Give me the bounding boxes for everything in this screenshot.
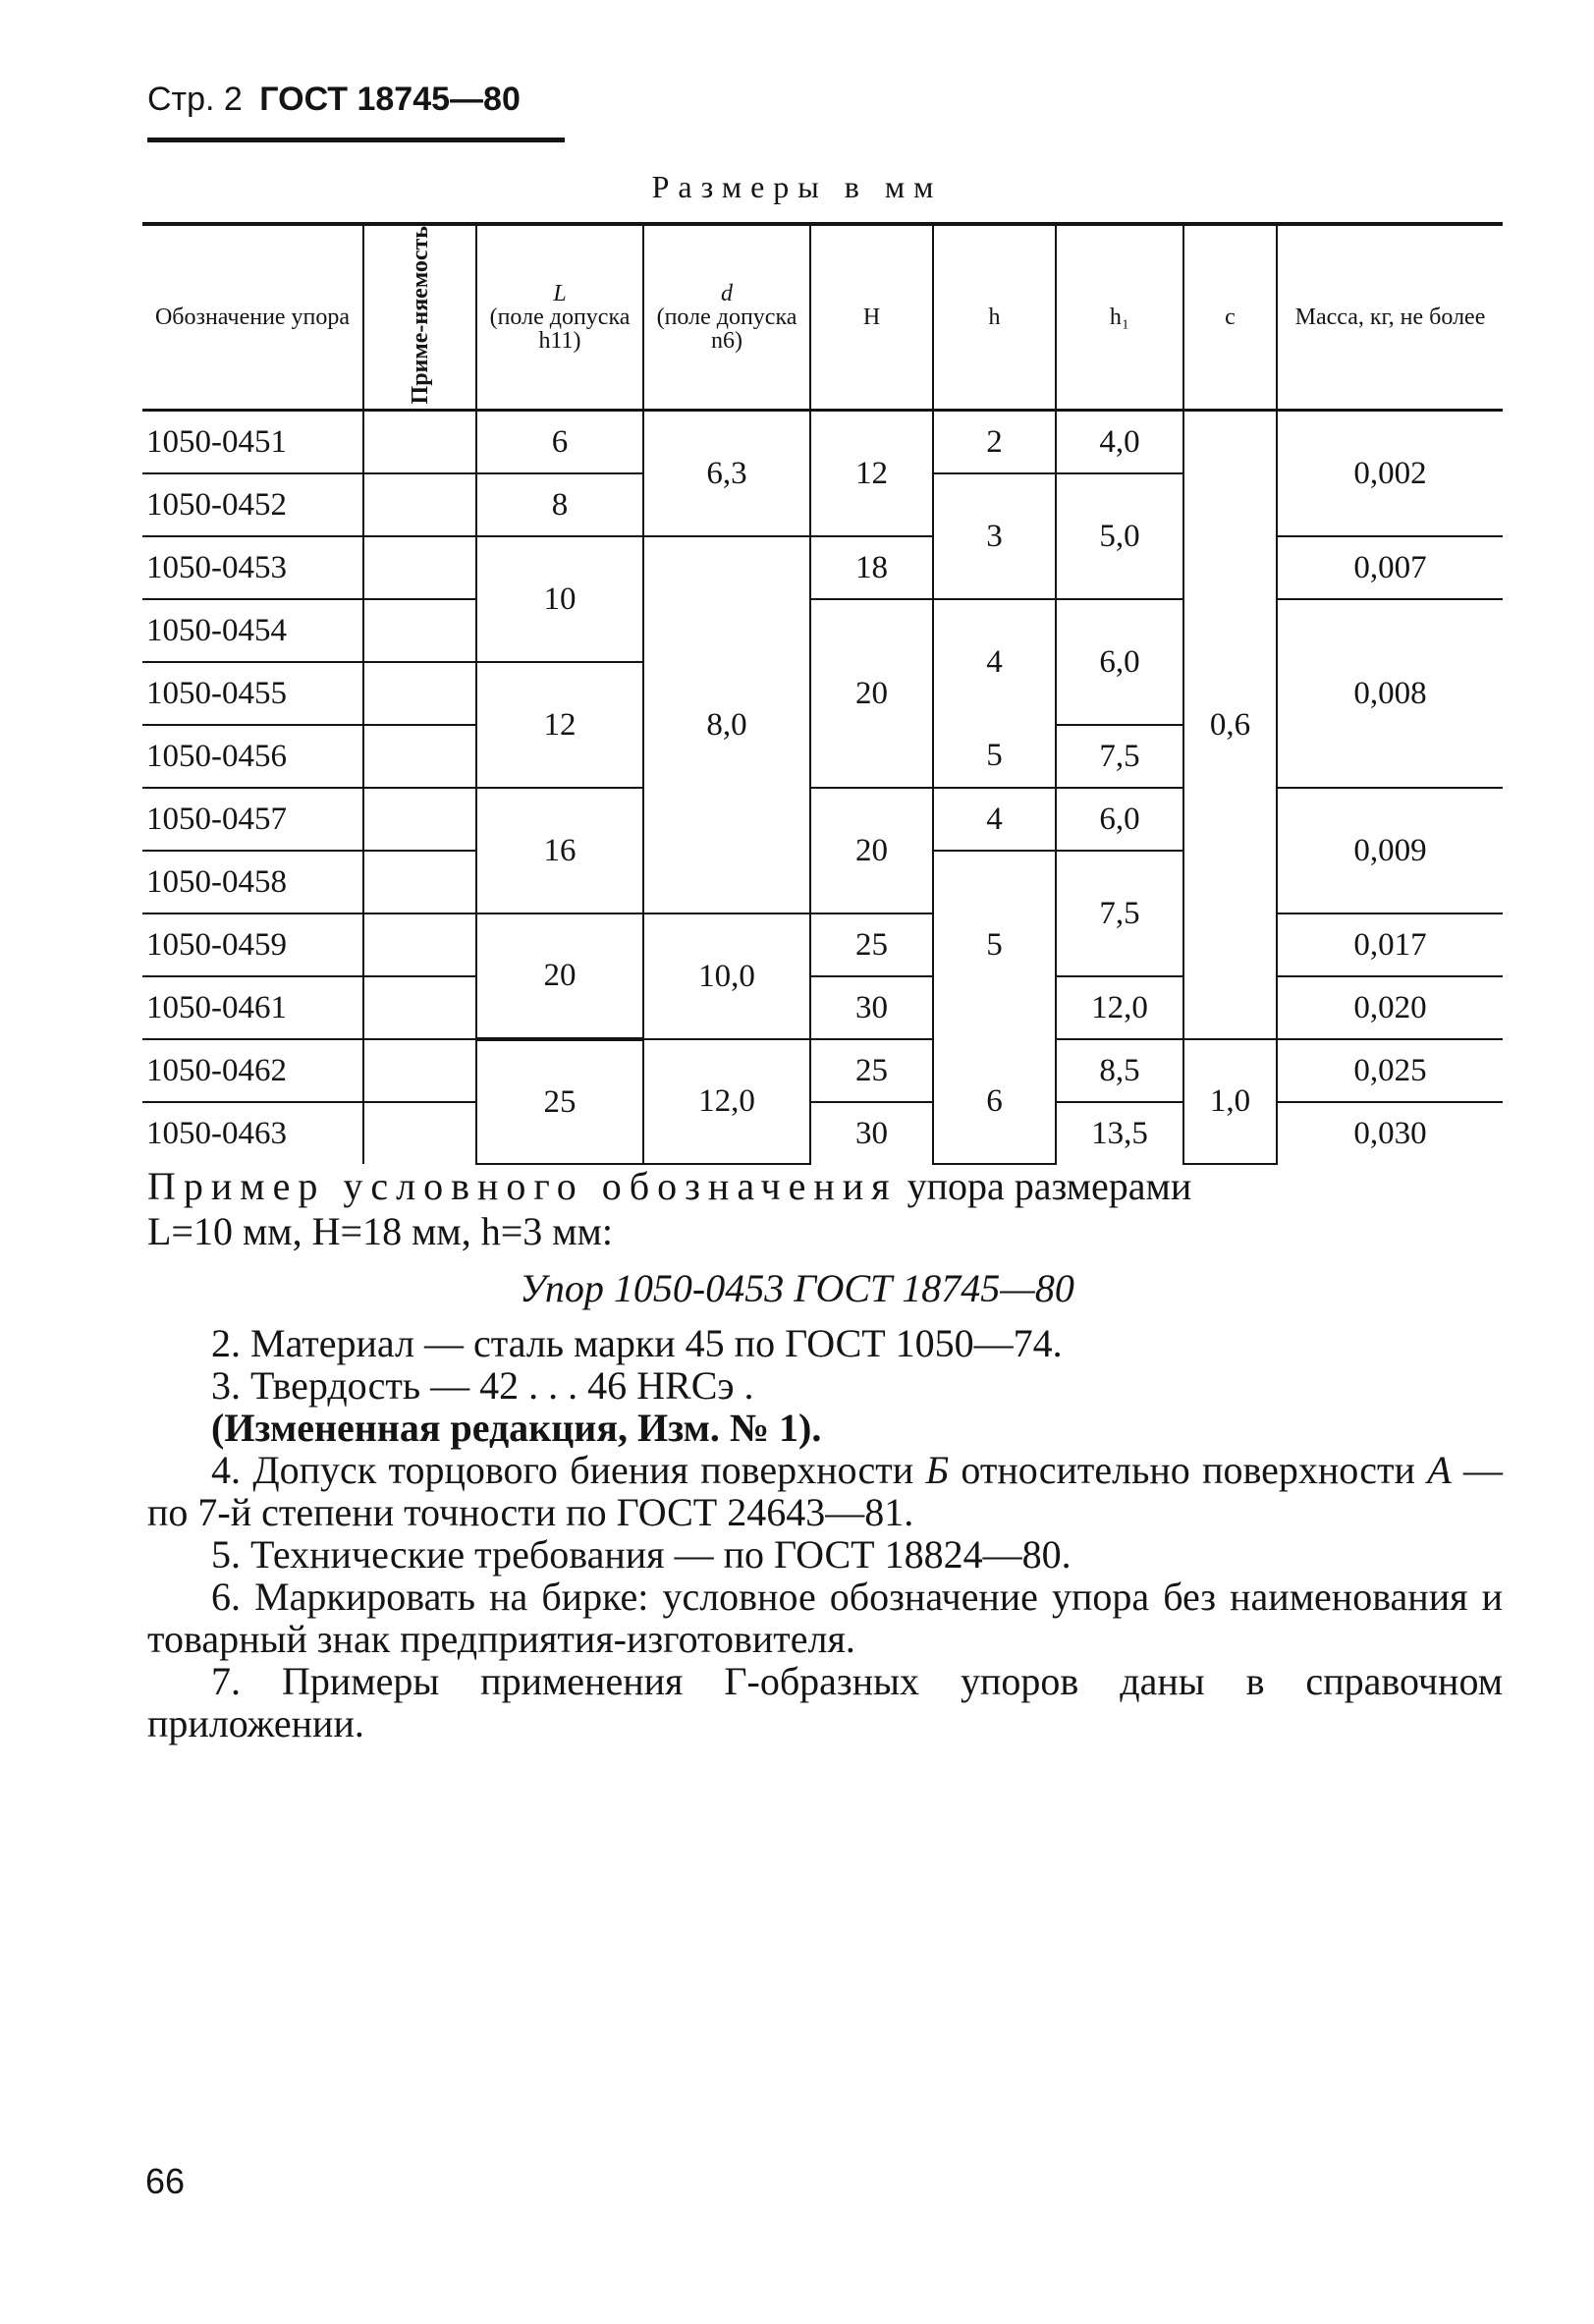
header-rule: [147, 138, 565, 142]
cell-code: 1050-0452: [142, 473, 363, 536]
requirements-list: [147, 1322, 1503, 1744]
cell-applicability: [363, 976, 476, 1039]
cell-mass: 0,030: [1277, 1102, 1503, 1164]
cell-applicability: [363, 473, 476, 536]
cell-d: 6,3: [643, 411, 810, 537]
cell-code: 1050-0455: [142, 662, 363, 725]
example-values: L=10 мм, H=18 мм, h=3 мм:: [147, 1209, 613, 1253]
cell-L: 6: [476, 411, 643, 474]
cell-h: 6: [933, 1039, 1056, 1164]
cell-code: 1050-0453: [142, 536, 363, 599]
cell-h1: 12,0: [1056, 976, 1183, 1039]
cell-h1: 8,5: [1056, 1039, 1183, 1102]
cell-h: 5: [933, 725, 1056, 788]
item-hardness: 3. Твердость — 42 . . . 46 HRCэ .: [211, 1363, 754, 1408]
table-row: [142, 1102, 1503, 1164]
cell-mass: 0,009: [1277, 788, 1503, 913]
example-designation: Упор 1050-0453 ГОСТ 18745—80: [520, 1266, 1074, 1310]
cell-d: 12,0: [643, 1039, 810, 1164]
col-mass: Масса, кг, не более: [1277, 224, 1503, 411]
cell-H: 20: [810, 599, 933, 788]
cell-c: 1,0: [1183, 1039, 1277, 1164]
cell-d: 10,0: [643, 913, 810, 1039]
table-caption: Размеры в мм: [651, 169, 943, 204]
cell-h1: 13,5: [1056, 1102, 1183, 1164]
cell-code: 1050-0458: [142, 851, 363, 913]
surface-b-symbol: Б: [925, 1448, 950, 1492]
cell-h1: 6,0: [1056, 788, 1183, 851]
cell-L: 20: [476, 913, 643, 1039]
cell-h: 3: [933, 473, 1056, 599]
cell-code: 1050-0456: [142, 725, 363, 788]
cell-c: 0,6: [1183, 411, 1277, 1040]
cell-applicability: [363, 788, 476, 851]
cell-h1: 7,5: [1056, 851, 1183, 976]
cell-applicability: [363, 851, 476, 913]
cell-H: 12: [810, 411, 933, 537]
cell-L: 25: [476, 1039, 643, 1164]
cell-H: 25: [810, 913, 933, 976]
surface-a-symbol: А: [1427, 1448, 1452, 1492]
cell-code: 1050-0459: [142, 913, 363, 976]
cell-h: 4: [933, 788, 1056, 851]
cell-code: 1050-0461: [142, 976, 363, 1039]
cell-code: 1050-0454: [142, 599, 363, 662]
cell-h1: 5,0: [1056, 473, 1183, 599]
cell-applicability: [363, 662, 476, 725]
cell-H: 30: [810, 976, 933, 1039]
cell-h: 2: [933, 411, 1056, 474]
cell-mass: 0,002: [1277, 411, 1503, 537]
cell-H: 18: [810, 536, 933, 599]
table-row: [142, 411, 1503, 474]
cell-applicability: [363, 1039, 476, 1102]
col-applicability-label: Приме-няемость: [407, 226, 433, 405]
cell-mass: 0,017: [1277, 913, 1503, 976]
page-header: [147, 81, 521, 119]
cell-code: 1050-0451: [142, 411, 363, 474]
page-label: Стр. 2: [147, 81, 243, 118]
example-lead-spaced: Пример условного обозначения: [147, 1164, 898, 1208]
cell-applicability: [363, 599, 476, 662]
col-h1: h₁: [1056, 224, 1183, 411]
col-c: c: [1183, 224, 1277, 411]
cell-mass: 0,007: [1277, 536, 1503, 599]
col-h: h: [933, 224, 1056, 411]
dimensions-table: [142, 222, 1503, 1165]
col-applicability: [363, 224, 476, 411]
col-d: d (поле допуска n6): [643, 224, 810, 411]
cell-H: 30: [810, 1102, 933, 1164]
cell-code: 1050-0462: [142, 1039, 363, 1102]
item-hardness-change: (Измененная редакция, Изм. № 1).: [211, 1406, 822, 1450]
table-header-row: [142, 224, 1503, 411]
table-row: [142, 1039, 1503, 1102]
item-runout: 4. Допуск торцового биения поверхности Б относительно поверхности А — по 7-й степени точности по ГОСТ 24643—81.: [147, 1448, 1504, 1534]
col-designation: Обозначение упора: [142, 224, 363, 411]
col-H: H: [810, 224, 933, 411]
cell-applicability: [363, 725, 476, 788]
cell-h1: 6,0: [1056, 599, 1183, 725]
cell-mass: 0,008: [1277, 599, 1503, 788]
cell-h: 4: [933, 599, 1056, 725]
item-material: 2. Материал — сталь марки 45 по ГОСТ 1050—74.: [211, 1321, 1063, 1365]
cell-code: 1050-0457: [142, 788, 363, 851]
table-row: [142, 913, 1503, 976]
col-L: L (поле допуска h11): [476, 224, 643, 411]
example-lead: [147, 1165, 1503, 1207]
table-row: [142, 599, 1503, 662]
cell-applicability: [363, 1102, 476, 1164]
page-number: 66: [145, 2161, 186, 2201]
table-row: [142, 976, 1503, 1039]
cell-applicability: [363, 913, 476, 976]
cell-h1: 4,0: [1056, 411, 1183, 474]
cell-L: 12: [476, 662, 643, 788]
cell-L: 8: [476, 473, 643, 536]
standard-number: ГОСТ 18745—80: [259, 81, 521, 118]
cell-h: 5: [933, 851, 1056, 1039]
example-lead-rest: упора размерами: [897, 1164, 1192, 1208]
item-technical-requirements: 5. Технические требования — по ГОСТ 18824—80.: [211, 1532, 1072, 1577]
table-row: [142, 536, 1503, 599]
table-row: [142, 788, 1503, 851]
cell-H: 20: [810, 788, 933, 913]
cell-h1: 7,5: [1056, 725, 1183, 788]
cell-L: 16: [476, 788, 643, 913]
item-marking: 6. Маркировать на бирке: условное обозначение упора без наименования и товарный знак предприятия-изготовителя.: [147, 1575, 1503, 1661]
cell-mass: 0,020: [1277, 976, 1503, 1039]
cell-L: 10: [476, 536, 643, 662]
cell-mass: 0,025: [1277, 1039, 1503, 1102]
cell-code: 1050-0463: [146, 1115, 287, 1151]
item-examples: 7. Примеры применения Г-образных упоров даны в справочном приложении.: [147, 1659, 1503, 1745]
cell-d: 8,0: [643, 536, 810, 913]
cell-applicability: [363, 536, 476, 599]
cell-H: 25: [810, 1039, 933, 1102]
cell-applicability: [363, 411, 476, 474]
